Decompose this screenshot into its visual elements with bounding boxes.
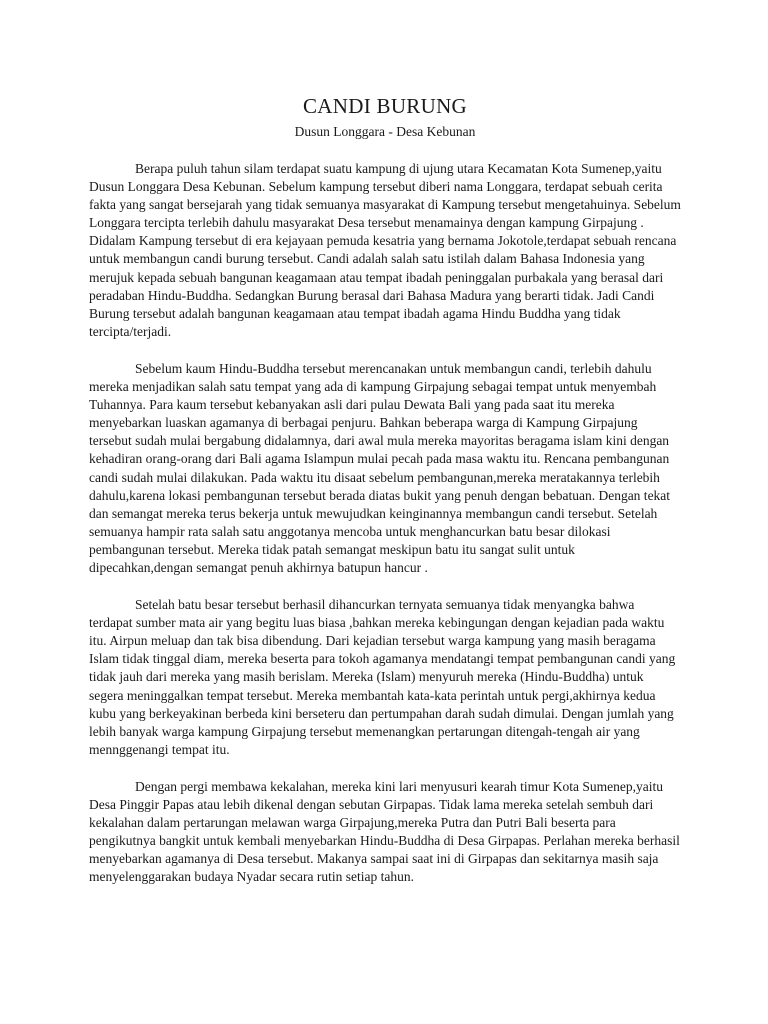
paragraph-1: Berapa puluh tahun silam terdapat suatu kampung di ujung utara Kecamatan Kota Sumenep,yaitu Dusun Longgara Desa Kebunan. Sebelum kampung tersebut diberi nama Longgara, terdapat sebuah cerita fakta yang sangat bersejarah yang tidak semuanya masyarakat di Kampung tersebut mengetahuinya. Sebelum Longgara tercipta terlebih dahulu masyarakat Desa tersebut menamainya dengan kampung Girpajung . Didalam Kampung tersebut di era kejayaan pemuda kesatria yang bernama Jokotole,terdapat sebuah rencana untuk membangun candi burung tersebut. Candi adalah salah satu istilah dalam Bahasa Indonesia yang merujuk kepada sebuah bangunan keagamaan atau tempat ibadah peninggalan purbakala yang berasal dari peradaban Hindu-Buddha. Sedangkan Burung berasal dari Bahasa Madura yang berarti tidak. Jadi Candi Burung tersebut adalah bangunan keagamaan atau tempat ibadah agama Hindu Buddha yang tidak tercipta/terjadi. [89, 161, 681, 339]
document-title: CANDI BURUNG [302, 94, 468, 118]
document-page [89, 93, 681, 886]
paragraph-2: Sebelum kaum Hindu-Buddha tersebut merencanakan untuk membangun candi, terlebih dahulu mereka menjadikan salah satu tempat yang ada di kampung Girpajung sebagai tempat untuk menyembah Tuhannya. Para kaum tersebut kebanyakan asli dari pulau Dewata Bali yang pada saat itu mereka menyebarkan luaskan agamanya di berbagai penjuru. Bahkan beberapa warga di Kampung Girpajung tersebut sudah mulai bergabung didalamnya, dari awal mula mereka mayoritas beragama islam kini dengan kehadiran orang-orang dari Bali agama Islampun mulai pecah pada masa waktu itu. Rencana pembangunan candi sudah mulai dilakukan. Pada waktu itu disaat sebelum pembangunan,mereka meratakannya terlebih dahulu,karena lokasi pembangunan tersebut berada diatas bukit yang penuh dengan bebatuan. Dengan tekat dan semangat mereka terus bekerja untuk mewujudkan keinginannya membangun candi tersebut. Setelah semuanya hampir rata salah satu anggotanya mencoba untuk menghancurkan batu besar dilokasi pembangunan tersebut. Mereka tidak patah semangat meskipun batu itu sangat sulit untuk dipecahkan,dengan semangat penuh akhirnya batupun hancur . [89, 360, 671, 575]
document-subtitle: Dusun Longgara - Desa Kebunan [294, 124, 476, 139]
paragraph-4: Dengan pergi membawa kekalahan, mereka kini lari menyusuri kearah timur Kota Sumenep,yaitu Desa Pinggir Papas atau lebih dikenal dengan sebutan Girpapas. Tidak lama mereka setelah sembuh dari kekalahan dalam pertarungan melawan warga Girpajung,mereka Putra dan Putri Bali beserta para pengikutnya bangkit untuk kembali menyebarkan Hindu-Buddha di Desa Girpapas. Perlahan mereka berhasil menyebarkan agamanya di Desa tersebut. Makanya sampai saat ini di Girpapas dan sekitarnya masih saja menyelenggarakan budaya Nyadar secara rutin setiap tahun. [89, 778, 680, 885]
paragraph-3: Setelah batu besar tersebut berhasil dihancurkan ternyata semuanya tidak menyangka bahwa terdapat sumber mata air yang begitu luas biasa ,bahkan mereka kebingungan dengan kejadian pada waktu itu. Airpun meluap dan tak bisa dibendung. Dari kejadian tersebut warga kampung yang masih beragama Islam tidak tinggal diam, mereka beserta para tokoh agamanya mendatangi tempat pembangunan candi yang tidak jauh dari mereka yang masih berislam. Mereka (Islam) menyuruh mereka (Hindu-Buddha) untuk segera meninggalkan tempat tersebut. Mereka membantah kata-kata perintah untuk pergi,akhirnya kedua kubu yang berkeyakinan berbeda kini berseteru dan pertumpahan darah sudah dimulai. Dengan jumlah yang lebih banyak warga kampung Girpajung tersebut memenangkan pertarungan ditengah-tengah air yang mennggenangi tempat itu. [89, 597, 676, 757]
